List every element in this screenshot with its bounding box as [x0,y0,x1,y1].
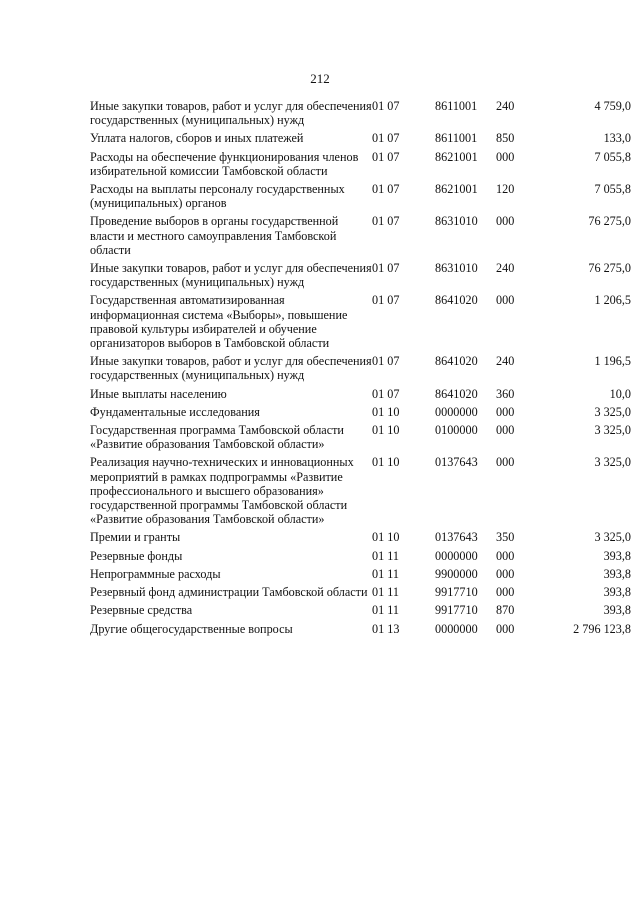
budget-table-body [90,99,631,640]
page-number: 212 [310,71,330,86]
amount-cell: 1 196,5 [594,354,631,369]
section-code-cell: 01 07 [372,131,400,146]
table-row [90,455,631,530]
section-code-cell: 01 07 [372,261,400,276]
amount-cell: 76 275,0 [588,261,631,276]
expense-kind-cell: 350 [496,530,515,545]
section-code-cell: 01 07 [372,354,400,369]
amount-cell: 76 275,0 [588,214,631,229]
table-row [90,182,631,214]
amount-cell: 3 325,0 [594,404,631,419]
section-code-cell: 01 11 [372,603,399,618]
table-row [90,423,631,455]
target-code-cell: 0137643 [435,455,478,470]
amount-cell: 1 206,5 [594,293,631,308]
expense-name-cell: Непрограммные расходы [90,566,221,581]
expense-kind-cell: 850 [496,131,515,146]
amount-cell: 7 055,8 [594,149,631,164]
expense-name-cell: Фундаментальные исследования [90,404,260,419]
expense-kind-cell: 000 [496,585,515,600]
expense-kind-cell: 000 [496,621,515,636]
target-code-cell: 9917710 [435,585,478,600]
expense-name-cell: Расходы на обеспечение функционирования членов избирательной комиссии Тамбовской области [90,149,359,178]
section-code-cell: 01 07 [372,182,400,197]
table-row [90,150,631,182]
target-code-cell: 8611001 [435,131,478,146]
target-code-cell: 8631010 [435,261,478,276]
table-row [90,585,631,603]
table-row [90,603,631,621]
target-code-cell: 9900000 [435,566,478,581]
expense-name-cell: Другие общегосударственные вопросы [90,621,293,636]
amount-cell: 10,0 [609,386,631,401]
expense-name-cell: Иные закупки товаров, работ и услуг для обеспечения государственных (муниципальных) нужд [90,354,372,383]
expense-kind-cell: 000 [496,548,515,563]
expense-name-cell: Иные закупки товаров, работ и услуг для обеспечения государственных (муниципальных) нужд [90,261,372,290]
table-row [90,293,631,354]
section-code-cell: 01 07 [372,386,400,401]
section-code-cell: 01 11 [372,585,399,600]
expense-kind-cell: 000 [496,214,515,229]
amount-cell: 3 325,0 [594,530,631,545]
expense-name-cell: Резервные фонды [90,548,183,563]
section-code-cell: 01 07 [372,293,400,308]
section-code-cell: 01 07 [372,149,400,164]
expense-kind-cell: 870 [496,603,515,618]
expense-kind-cell: 120 [496,182,515,197]
expense-kind-cell: 240 [496,354,515,369]
target-code-cell: 8631010 [435,214,478,229]
section-code-cell: 01 11 [372,548,399,563]
expense-name-cell: Уплата налогов, сборов и иных платежей [90,131,304,146]
table-row [90,567,631,585]
table-row [90,622,631,640]
amount-cell: 133,0 [603,131,631,146]
section-code-cell: 01 10 [372,423,400,438]
section-code-cell: 01 11 [372,566,399,581]
section-code-cell: 01 13 [372,621,400,636]
target-code-cell: 8641020 [435,293,478,308]
section-code-cell: 01 10 [372,404,400,419]
target-code-cell: 8621001 [435,182,478,197]
amount-cell: 3 325,0 [594,455,631,470]
section-code-cell: 01 07 [372,214,400,229]
expense-kind-cell: 000 [496,404,515,419]
target-code-cell: 8641020 [435,354,478,369]
table-row [90,99,631,131]
expense-name-cell: Государственная автоматизированная информационная система «Выборы», повышение правовой культуры избирателей и обучение организаторов выборов в Тамбовской области [90,293,348,351]
target-code-cell: 0137643 [435,530,478,545]
table-row [90,405,631,423]
expense-name-cell: Государственная программа Тамбовской области «Развитие образования Тамбовской области» [90,423,344,452]
expense-name-cell: Реализация научно-технических и инновационных мероприятий в рамках подпрограммы «Развитие профессионального и высшего образования» государственной программы Тамбовской области «Развитие образования Тамбовской области» [90,455,354,527]
target-code-cell: 8641020 [435,386,478,401]
table-row [90,530,631,548]
table-row [90,549,631,567]
expense-kind-cell: 000 [496,423,515,438]
section-code-cell: 01 10 [372,455,400,470]
table-row [90,131,631,149]
budget-table [90,99,631,640]
target-code-cell: 0000000 [435,548,478,563]
expense-kind-cell: 360 [496,386,515,401]
expense-kind-cell: 000 [496,566,515,581]
target-code-cell: 9917710 [435,603,478,618]
expense-name-cell: Резервные средства [90,603,193,618]
target-code-cell: 8621001 [435,149,478,164]
amount-cell: 393,8 [603,548,631,563]
table-row [90,261,631,293]
amount-cell: 2 796 123,8 [573,621,631,636]
expense-kind-cell: 000 [496,455,515,470]
amount-cell: 7 055,8 [594,182,631,197]
amount-cell: 393,8 [603,566,631,581]
amount-cell: 393,8 [603,603,631,618]
target-code-cell: 0000000 [435,621,478,636]
expense-kind-cell: 000 [496,149,515,164]
expense-name-cell: Иные выплаты населению [90,386,227,401]
expense-name-cell: Премии и гранты [90,530,181,545]
expense-kind-cell: 240 [496,261,515,276]
section-code-cell: 01 07 [372,99,400,113]
expense-name-cell: Расходы на выплаты персоналу государственных (муниципальных) органов [90,182,345,211]
table-row [90,214,631,261]
table-row [90,387,631,405]
expense-name-cell: Иные закупки товаров, работ и услуг для обеспечения государственных (муниципальных) нужд [90,99,372,128]
expense-kind-cell: 240 [496,99,515,113]
expense-kind-cell: 000 [496,293,515,308]
amount-cell: 3 325,0 [594,423,631,438]
table-row [90,354,631,386]
expense-name-cell: Резервный фонд администрации Тамбовской области [90,585,368,600]
amount-cell: 393,8 [603,585,631,600]
target-code-cell: 0100000 [435,423,478,438]
section-code-cell: 01 10 [372,530,400,545]
target-code-cell: 8611001 [435,99,478,113]
target-code-cell: 0000000 [435,404,478,419]
expense-name-cell: Проведение выборов в органы государственной власти и местного самоуправления Тамбовской области [90,214,339,257]
amount-cell: 4 759,0 [594,99,631,113]
